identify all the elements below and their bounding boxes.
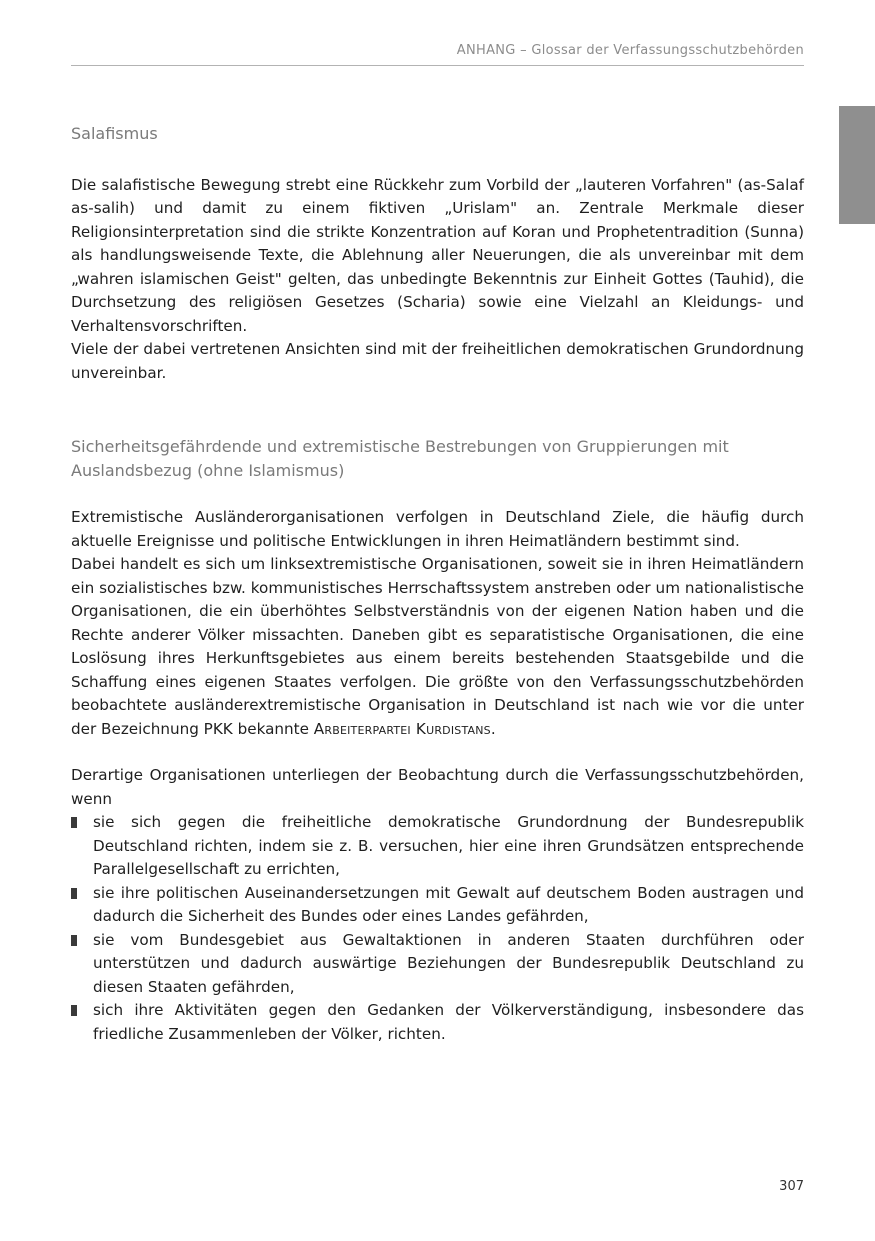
square-bullet-icon	[71, 1005, 77, 1016]
list-item-text: sie ihre politischen Auseinandersetzungen mit Gewalt auf deutschem Boden austragen und dadurch die Sicherheit des Bundes oder eines Landes gefährden,	[93, 883, 804, 925]
organization-name: Arbeiterpartei Kurdistans	[313, 719, 491, 738]
page-number: 307	[779, 1179, 804, 1194]
body-paragraph	[71, 553, 804, 741]
square-bullet-icon	[71, 935, 77, 946]
square-bullet-icon	[71, 888, 77, 899]
list-item-text: sie sich gegen die freiheitliche demokratische Grundordnung der Bundesrepublik Deutschland richten, indem sie z. B. versuchen, hier eine ihren Grundsätzen entsprechende Parallelgesellschaft zu errichten,	[93, 813, 804, 878]
running-header: ANHANG – Glossar der Verfassungsschutzbehörden	[456, 43, 804, 58]
header-divider	[71, 65, 804, 66]
list-item	[71, 929, 804, 1000]
section-salafismus	[71, 122, 804, 385]
body-text: Dabei handelt es sich um linksextremistische Organisationen, soweit sie in ihren Heimatländern ein sozialistisches bzw. kommunistisches Herrschaftssystem anstreben oder um nationalistische Organisationen, die ein überhöhtes Selbstverständnis von der eigenen Nation haben und die Rechte anderer Völker missachten. Daneben gibt es separatistische Organisationen, die eine Loslösung ihres Herkunftsgebietes aus einem bereits bestehenden Staatsgebilde und die Schaffung eines eigenen Staates verfolgen. Die größte von den Verfassungsschutzbehörden beobachtete ausländerextremistische Organisation in Deutschland ist nach wie vor die unter der Bezeichnung PKK bekannte	[71, 555, 804, 738]
list-item-text: sie vom Bundesgebiet aus Gewaltaktionen in anderen Staaten durchführen oder unterstützen und dadurch auswärtige Beziehungen der Bundesrepublik Deutschland zu diesen Staaten gefährden,	[93, 930, 804, 996]
body-paragraph: Die salafistische Bewegung strebt eine Rückkehr zum Vorbild der „lauteren Vorfahren" (as-Salaf as-salih) und damit zu einem fiktiven „Urislam" an. Zentrale Merkmale dieser Religionsinterpretation sind die strikte Konzentration auf Koran und Prophetentradition (Sunna) als handlungsweisende Texte, die Ablehnung aller Neuerungen, die als unvereinbar mit dem „wahren islamischen Geist" gelten, das unbedingte Bekenntnis zur Einheit Gottes (Tauhid), die Durchsetzung des religiösen Gesetzes (Scharia) sowie eine Vielzahl an Kleidungs- und Verhaltensvorschriften.	[71, 175, 804, 335]
sentence-end: .	[490, 719, 496, 738]
chapter-edge-tab	[839, 106, 875, 224]
section-auslandsbezug	[71, 435, 804, 1046]
body-paragraph: Viele der dabei vertretenen Ansichten sind mit der freiheitlichen demokratischen Grundordnung unvereinbar.	[71, 340, 804, 382]
section-heading: Salafismus	[71, 124, 158, 143]
section-heading: Sicherheitsgefährdende und extremistische Bestrebungen von Gruppierungen mit Auslandsbezug (ohne Islamismus)	[71, 437, 729, 480]
square-bullet-icon	[71, 817, 77, 828]
list-item	[71, 999, 804, 1046]
list-item-text: sich ihre Aktivitäten gegen den Gedanken der Völkerverständigung, insbesondere das friedliche Zusammenleben der Völker, richten.	[93, 1001, 804, 1043]
list-item	[71, 811, 804, 882]
page-body	[71, 122, 804, 1046]
body-paragraph: Derartige Organisationen unterliegen der Beobachtung durch die Verfassungsschutzbehörden, wenn	[71, 766, 804, 808]
body-paragraph: Extremistische Ausländerorganisationen verfolgen in Deutschland Ziele, die häufig durch aktuelle Ereignisse und politische Entwicklungen in ihren Heimatländern bestimmt sind.	[71, 508, 804, 550]
condition-list	[71, 811, 804, 1046]
list-item	[71, 882, 804, 929]
